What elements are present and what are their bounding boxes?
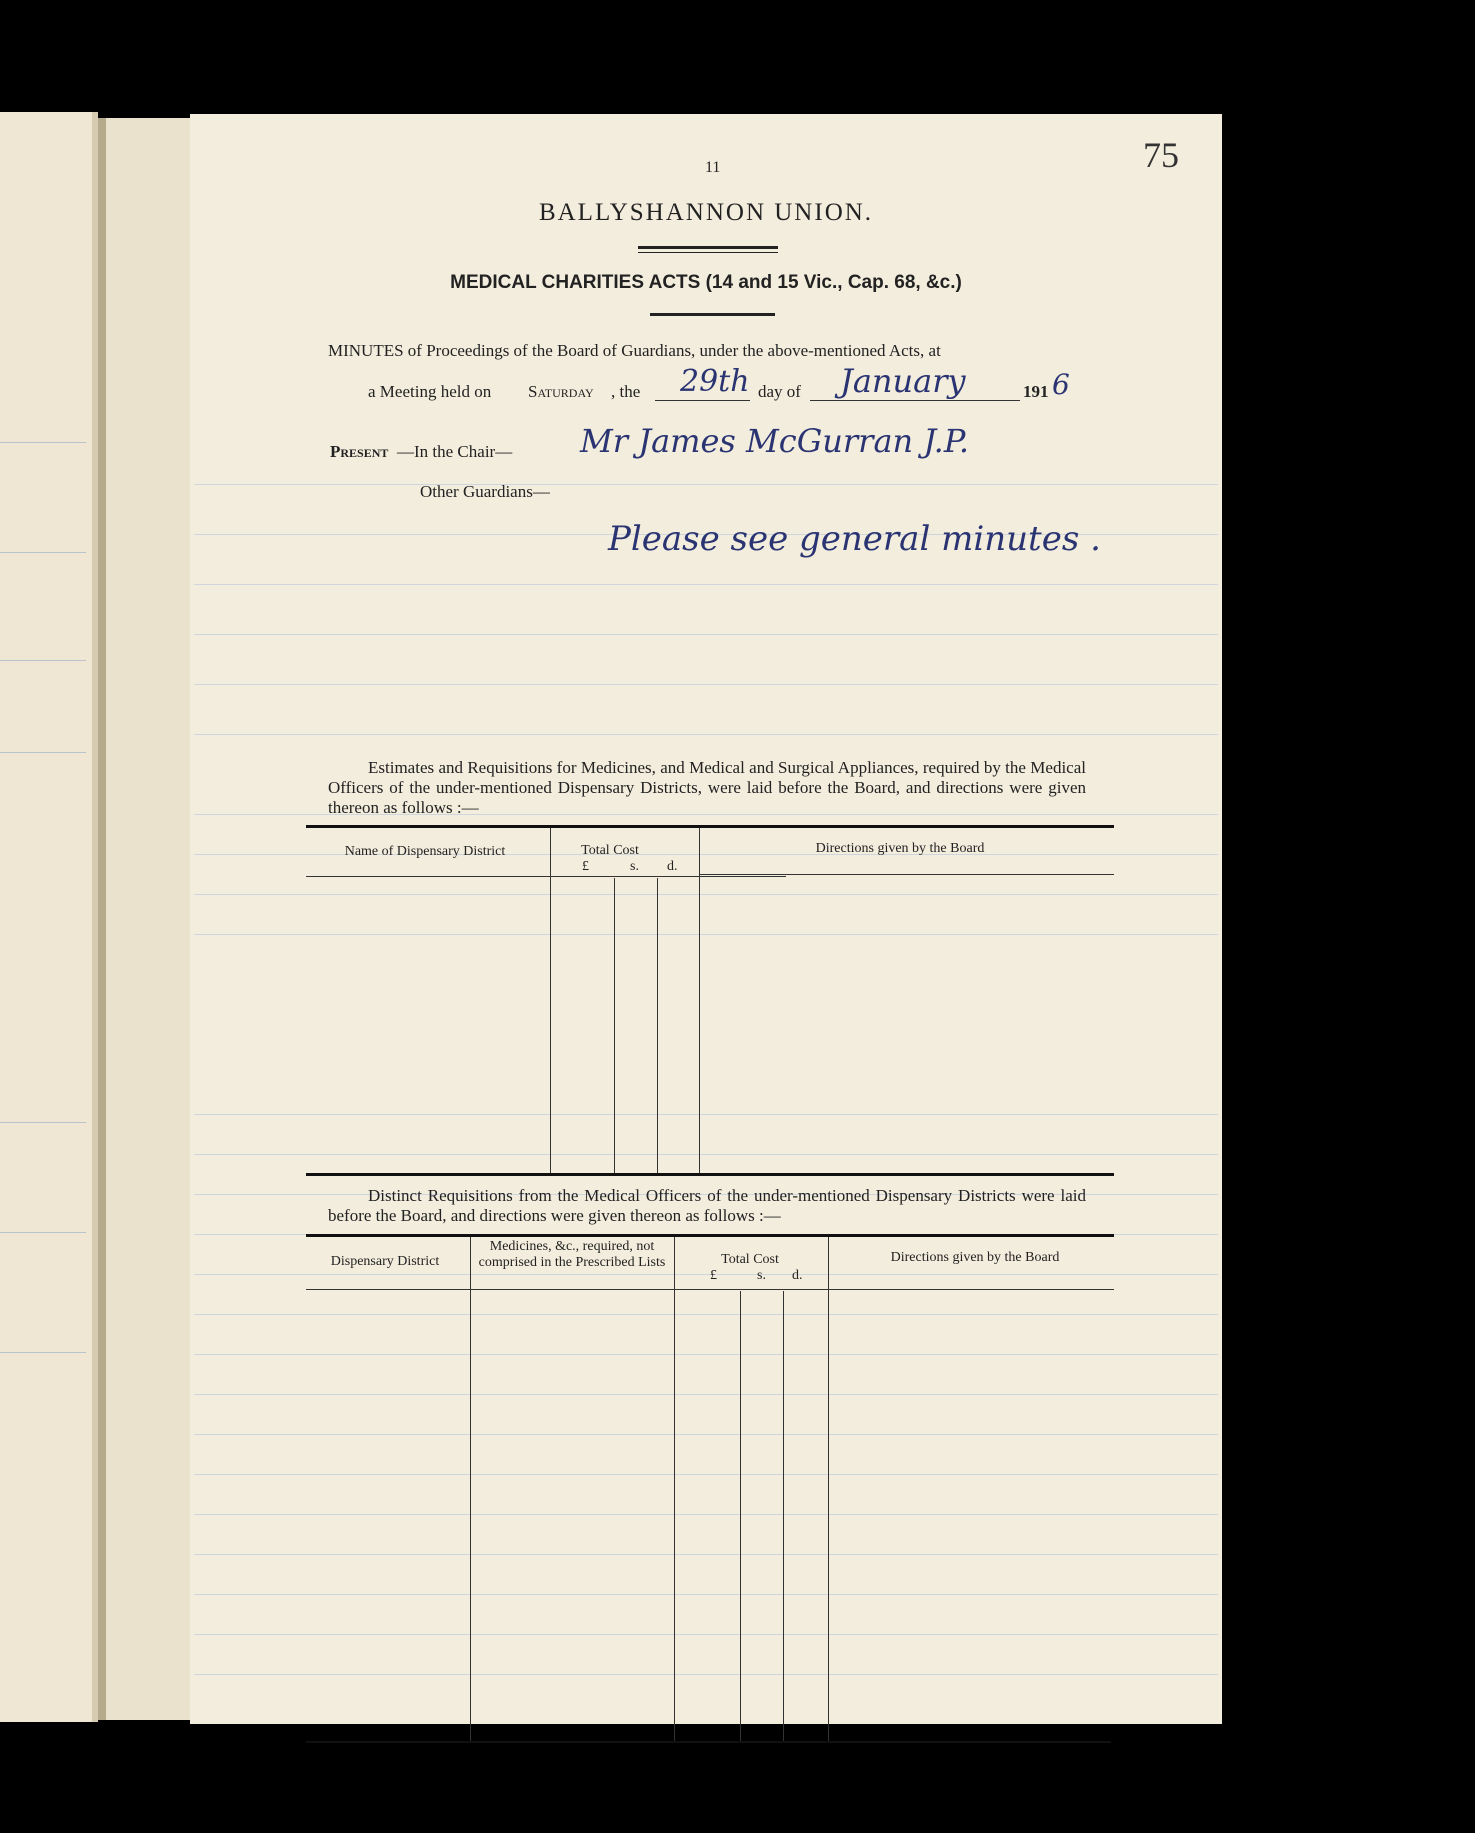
estimates-table-top-rule	[306, 825, 1114, 828]
estimates-col-total: Total Cost	[581, 843, 639, 858]
minutes-line1: MINUTES of Proceedings of the Board of Guardians, under the above-mentioned Acts, at	[328, 341, 941, 360]
estimates-table-bottom-rule	[306, 1173, 1114, 1176]
title-rule-top	[638, 246, 778, 249]
other-guardians-value: Please see general minutes .	[608, 519, 1101, 559]
year-value: 6	[1052, 368, 1070, 401]
binding-gutter	[98, 118, 201, 1720]
title-rule-thin	[638, 252, 778, 253]
distinct-table-top-rule	[306, 1234, 1114, 1237]
meeting-the: , the	[611, 382, 641, 401]
distinct-col-district: Dispensary District	[330, 1254, 440, 1269]
distinct-col-directions: Directions given by the Board	[890, 1250, 1060, 1265]
day-value: 29th	[680, 364, 750, 399]
distinct-col-s: s.	[757, 1268, 766, 1283]
distinct-col-d: d.	[792, 1268, 803, 1283]
day-of-label: day of	[758, 382, 801, 401]
distinct-col-pound: £	[710, 1268, 717, 1283]
union-title: BALLYSHANNON UNION.	[538, 199, 874, 226]
distinct-col-total: Total Cost	[721, 1252, 779, 1267]
chair-value: Mr James McGurran J.P.	[580, 422, 970, 460]
meeting-prefix: a Meeting held on	[368, 382, 492, 401]
month-value: January	[840, 362, 966, 400]
estimates-header-rule	[306, 876, 786, 877]
estimates-text: Estimates and Requisitions for Medicines, and Medical and Surgical Appliances, required by the Medical Officers of the under-mentioned Dispensary Districts, were laid before the Board, and directions were given thereon as follows :—	[328, 758, 1086, 817]
register-page	[190, 114, 1222, 1724]
day-line	[655, 399, 750, 401]
estimates-col-district: Name of Dispensary District	[344, 844, 506, 859]
other-guardians-label: Other Guardians—	[420, 482, 550, 501]
estimates-col-pound: £	[582, 859, 589, 874]
distinct-text: Distinct Requisitions from the Medical Officers of the under-mentioned Dispensary Districts were laid before the Board, and directions were given thereon as follows :—	[328, 1186, 1086, 1225]
acts-rule	[650, 313, 775, 316]
distinct-col-medicines: Medicines, &c., required, not comprised in the Prescribed Lists	[478, 1239, 666, 1270]
left-page-edge	[0, 112, 98, 1722]
page-number: 11	[705, 159, 721, 176]
distinct-header-rule	[306, 1289, 1114, 1290]
estimates-col-directions: Directions given by the Board	[815, 841, 985, 856]
present-label: Present	[330, 442, 389, 461]
distinct-table-bottom-rule	[306, 1741, 1111, 1743]
meeting-saturday: Saturday	[528, 382, 594, 401]
estimates-col-s: s.	[630, 859, 639, 874]
acts-title: MEDICAL CHARITIES ACTS (14 and 15 Vic., Cap. 68, &c.)	[450, 272, 962, 293]
folio-number: 75	[1143, 135, 1179, 175]
year-prefix: 191	[1023, 382, 1049, 401]
chair-label: —In the Chair—	[397, 442, 513, 461]
estimates-col-d: d.	[667, 859, 678, 874]
